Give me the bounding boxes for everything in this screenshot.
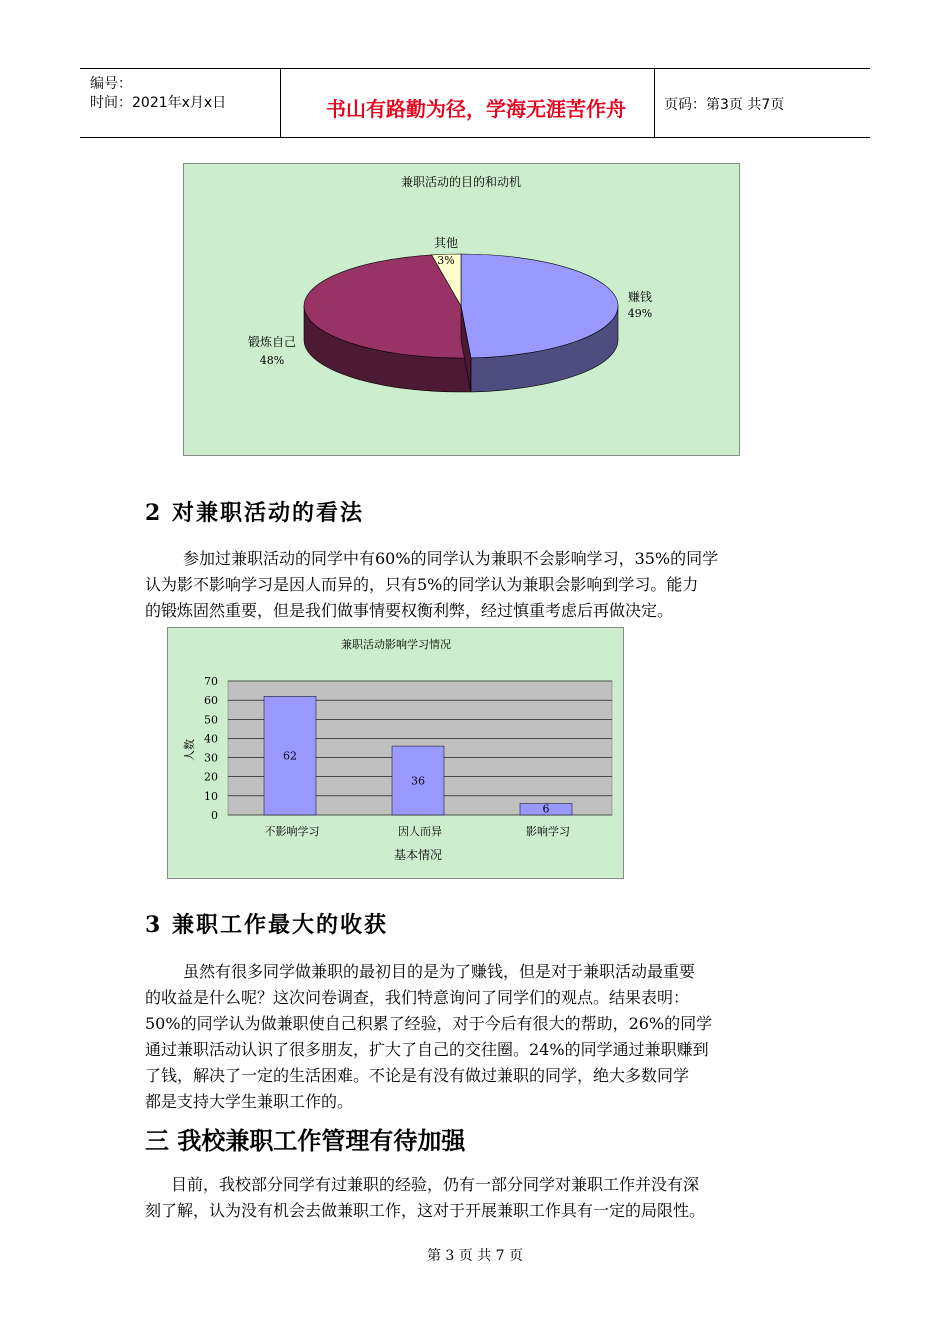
header-meta: [90, 75, 226, 113]
bar-ytick-label: 30: [204, 751, 218, 765]
bar-chart-xlabel: 基本情况: [393, 848, 443, 862]
section-2-heading: 2 对兼职活动的看法: [145, 500, 364, 526]
paragraph-line: 都是支持大学生兼职工作的。: [145, 1092, 354, 1111]
pie-label-other-name: 其他: [433, 236, 459, 250]
pie-chart-title: 兼职活动的目的和动机: [400, 175, 522, 189]
section-3-heading: 3 兼职工作最大的收获: [145, 912, 388, 938]
pie-label-train-name: 锻炼自己: [247, 335, 297, 349]
section-three-paragraph: [145, 1172, 835, 1224]
bar-chart-container: [167, 627, 624, 879]
section-3-paragraph: [145, 959, 825, 1115]
section-2-paragraph: [145, 546, 825, 624]
bar-value-label: 62: [283, 749, 297, 763]
pie-label-earn-name: 赚钱: [627, 290, 653, 304]
paragraph-line: 了钱，解决了一定的生活困难。不论是有没有做过兼职的同学，绝大多数同学: [145, 1066, 690, 1085]
page-footer: 第 3 页 共 7 页: [426, 1248, 524, 1264]
bar-chart-title: 兼职活动影响学习情况: [341, 638, 451, 651]
pie-chart-container: [183, 163, 740, 456]
bar-value-label: 6: [542, 802, 550, 816]
paragraph-line: 的锻炼固然重要，但是我们做事情要权衡利弊，经过慎重考虑后再做决定。: [145, 601, 674, 620]
bar-ytick-label: 20: [204, 770, 218, 784]
bar-ytick-label: 40: [204, 732, 218, 746]
paragraph-line: 刻了解，认为没有机会去做兼职工作，这对于开展兼职工作具有一定的局限性。: [145, 1201, 706, 1220]
header-motto: 书山有路勤为径，学海无涯苦作舟: [326, 97, 626, 121]
bar-ytick-label: 50: [204, 713, 218, 727]
pie-label-train-pct: 48%: [259, 354, 285, 367]
bar-ytick-label: 60: [204, 694, 218, 708]
bar-ytick-label: 0: [211, 809, 218, 822]
paragraph-line: 虽然有很多同学做兼职的最初目的是为了赚钱，但是对于兼职活动最重要: [183, 962, 696, 981]
bar-category-label: 不影响学习: [264, 825, 320, 838]
header-page-number: 页码：第3页 共7页: [664, 97, 785, 113]
header-time: 时间：2021年x月x日: [90, 95, 227, 111]
bar-chart: [168, 628, 623, 878]
page-header: [80, 68, 870, 138]
paragraph-line: 参加过兼职活动的同学中有60%的同学认为兼职不会影响学习，35%的同学: [183, 549, 719, 568]
bar-ytick-label: 10: [204, 789, 218, 803]
bar-value-label: 36: [411, 774, 425, 788]
section-three-heading: 三 我校兼职工作管理有待加强: [145, 1127, 466, 1155]
header-code: 编号：: [90, 76, 132, 92]
bar-chart-ylabel: 人数: [183, 739, 196, 761]
pie-label-earn-pct: 49%: [627, 307, 653, 320]
pie-label-other-pct: 3%: [437, 254, 455, 267]
header-divider: [280, 69, 281, 137]
paragraph-line: 认为影不影响学习是因人而异的，只有5%的同学认为兼职会影响到学习。能力: [145, 575, 699, 594]
bar-category-label: 影响学习: [526, 825, 570, 838]
bar-ytick-label: 70: [204, 675, 218, 688]
header-divider: [654, 69, 655, 137]
pie-chart: [184, 164, 739, 455]
paragraph-line: 通过兼职活动认识了很多朋友，扩大了自己的交往圈。24%的同学通过兼职赚到: [145, 1040, 709, 1059]
bar-category-label: 因人而异: [398, 825, 442, 838]
paragraph-line: 目前，我校部分同学有过兼职的经验，仍有一部分同学对兼职工作并没有深: [171, 1175, 700, 1194]
paragraph-line: 50%的同学认为做兼职使自己积累了经验，对于今后有很大的帮助，26%的同学: [145, 1014, 713, 1033]
paragraph-line: 的收益是什么呢？这次问卷调查，我们特意询问了同学们的观点。结果表明：: [145, 988, 690, 1007]
